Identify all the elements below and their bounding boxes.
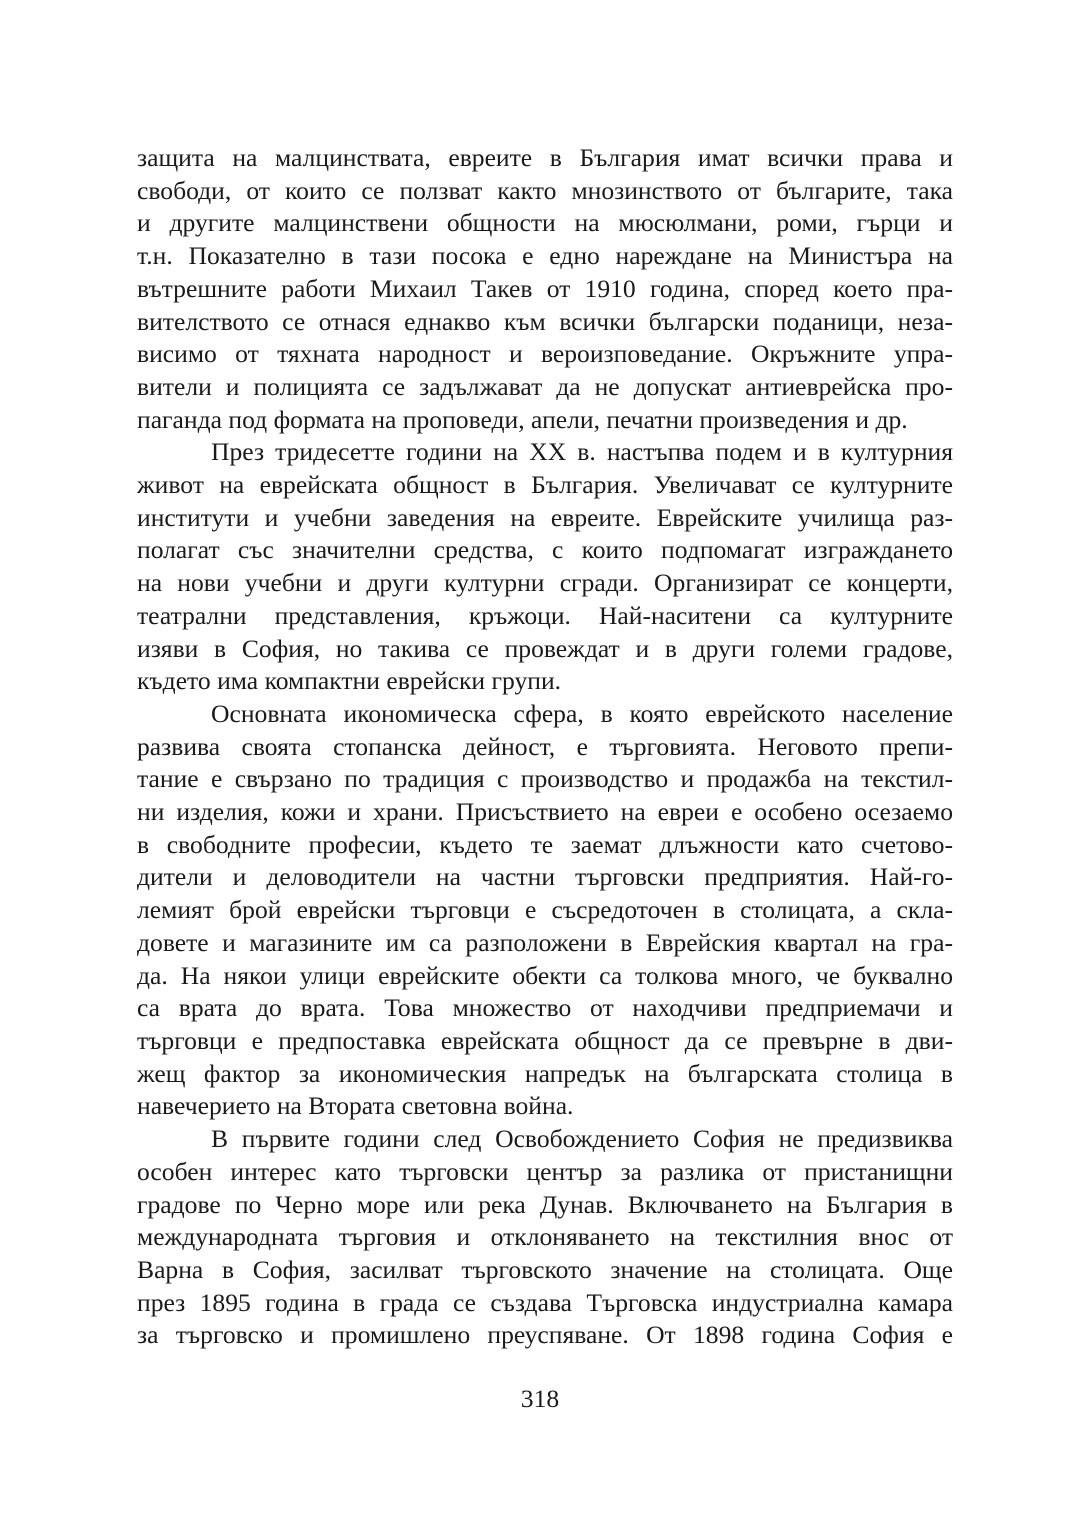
text-line: през 1895 година в града се създава Търговска индустриална камара <box>137 1287 953 1317</box>
text-line: т.н. Показателно в тази посока е едно нареждане на Министъра на <box>137 241 953 271</box>
page-number: 318 <box>520 1384 560 1413</box>
paragraph-2 <box>137 436 953 698</box>
text-line: свободи, от които се ползват както мнозинството от българите, така <box>137 175 953 205</box>
text-line: тание е свързано по традиция с производство и продажба на текстил- <box>137 764 953 794</box>
text-line: полагат със значителни средства, с които подпомагат изграждането <box>137 535 953 565</box>
text-line: В първите години след Освобождението София не предизвиква <box>211 1124 953 1154</box>
text-line: През тридесетте години на XX в. настъпва подем и в културния <box>211 437 953 467</box>
text-line: вители и полицията се задължават да не допускат антиеврейска про- <box>137 371 953 401</box>
text-line: висимо от тяхната народност и вероизповедание. Окръжните упра- <box>137 339 953 369</box>
text-line: изяви в София, но такива се провеждат и в други големи градове, <box>137 633 953 663</box>
text-line: Варна в София, засилват търговското значение на столицата. Още <box>137 1254 953 1284</box>
text-line: градове по Черно море или река Дунав. Включването на България в <box>137 1189 953 1219</box>
text-line: навечерието на Втората световна война. <box>137 1091 574 1121</box>
text-line: където има компактни еврейски групи. <box>137 666 562 696</box>
text-line: за търговско и промишлено преуспяване. От 1898 година София е <box>137 1320 953 1350</box>
text-line: защита на малцинствата, евреите в България имат всички права и <box>137 143 953 172</box>
text-line: лемият брой еврейски търговци е съсредоточен в столицата, а скла- <box>137 895 953 925</box>
text-line: в свободните професии, където те заемат длъжности като счетово- <box>137 829 953 859</box>
text-line: са врата до врата. Това множество от находчиви предприемачи и <box>137 993 953 1023</box>
text-line: вътрешните работи Михаил Такев от 1910 година, според което пра- <box>137 273 953 303</box>
paragraph-3 <box>137 698 953 1123</box>
text-line: театрални представления, кръжоци. Най-наситени са културните <box>137 600 953 630</box>
text-line: развива своята стопанска дейност, е търговията. Неговото препи- <box>137 731 953 761</box>
text-line: Основната икономическа сфера, в която еврейското население <box>211 698 953 728</box>
body-text <box>137 142 953 1352</box>
text-line: довете и магазините им са разположени в Еврейския квартал на гра- <box>137 927 953 957</box>
text-line: да. На някои улици еврейските обекти са толкова много, че буквално <box>137 960 953 990</box>
text-line: жещ фактор за икономическия напредък на българската столица в <box>137 1058 953 1088</box>
paragraph-4 <box>137 1123 953 1352</box>
text-line: институти и учебни заведения на евреите. Еврейските училища раз- <box>137 502 953 532</box>
text-line: паганда под формата на проповеди, апели, печатни произведения и др. <box>137 404 908 434</box>
text-line: търговци е предпоставка еврейската общност да се превърне в дви- <box>137 1025 953 1055</box>
text-line: ни изделия, кожи и храни. Присъствието на евреи е особено осезаемо <box>137 797 953 827</box>
text-line: дители и деловодители на частни търговски предприятия. Най-го- <box>137 862 953 892</box>
text-line: на нови учебни и други културни сгради. Организират се концерти, <box>137 568 953 598</box>
text-line: и другите малцинствени общности на мюсюлмани, роми, гърци и <box>137 208 953 238</box>
text-line: особен интерес като търговски център за разлика от пристанищни <box>137 1156 953 1186</box>
paragraph-1 <box>137 142 953 436</box>
text-line: вителството се отнася еднакво към всички български поданици, неза- <box>137 306 953 336</box>
text-line: живот на еврейската общност в България. Увеличават се културните <box>137 470 953 500</box>
text-line: международната търговия и отклоняването на текстилния внос от <box>137 1222 953 1252</box>
